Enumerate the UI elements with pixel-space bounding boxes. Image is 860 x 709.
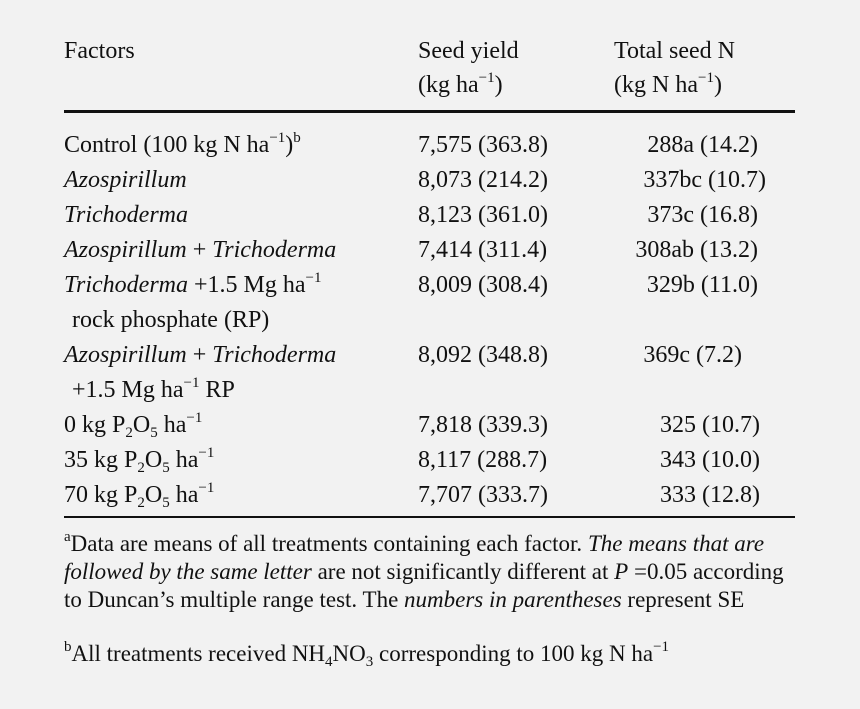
- row-label-p0: [64, 410, 202, 440]
- row-label-azo-tricho: [64, 235, 336, 265]
- cell-yield: 7,575 (363.8): [418, 132, 548, 158]
- header-rule: [64, 110, 795, 113]
- footnote-text: represent SE: [621, 587, 745, 612]
- row-label-trichoderma: [64, 200, 188, 230]
- label-text: Trichoderma: [64, 272, 189, 298]
- row-label-azo-tricho-rp: [64, 340, 336, 370]
- cell-yield: 8,073 (214.2): [418, 167, 548, 193]
- header-total-n-unit: [614, 68, 735, 102]
- footnote-text: P: [614, 559, 629, 584]
- footnote-sub: 4: [325, 654, 333, 670]
- footnote-sub: 3: [365, 654, 374, 670]
- header-seed-yield-label: Seed yield: [418, 38, 519, 64]
- label-text: ): [285, 132, 294, 158]
- row-label-tricho-rp: [64, 270, 322, 300]
- footnote-text: corresponding to 100 kg N ha: [373, 641, 654, 666]
- unit-sup: −1: [697, 70, 714, 86]
- label-text: +1.5 Mg ha: [72, 377, 184, 403]
- row-label-azo-tricho-rp-line2: [64, 375, 235, 405]
- label-text: Azospirillum: [64, 237, 187, 263]
- row-label-p70: [64, 480, 214, 510]
- label-text: ha: [169, 447, 199, 473]
- footnote-a: [64, 530, 804, 614]
- footnote-text: NO: [332, 641, 366, 666]
- cell-total-n: 329b (11.0): [646, 272, 758, 298]
- footnote-text: Data are means of all treatments containing each factor.: [70, 531, 588, 556]
- label-text: +: [186, 342, 213, 368]
- label-text: 0 kg P: [64, 412, 126, 438]
- header-factors: [64, 34, 135, 68]
- cell-yield: 8,009 (308.4): [418, 272, 548, 298]
- footnote-text: =0.05 according to Duncan’s multiple range test. The: [64, 559, 790, 612]
- cell-total-n: 337bc (10.7): [643, 167, 766, 193]
- cell-yield: 8,123 (361.0): [418, 202, 548, 228]
- label-sup: −1: [198, 445, 215, 461]
- row-label-control: [64, 130, 301, 160]
- header-seed-yield: [418, 34, 519, 102]
- unit-text: ): [713, 72, 722, 98]
- footnote-mark: a: [64, 529, 71, 545]
- label-text: ha: [169, 482, 199, 508]
- label-text: ha: [157, 412, 187, 438]
- cell-total-n: 333 (12.8): [660, 482, 760, 508]
- header-seed-yield-unit: [418, 68, 519, 102]
- label-text: RP: [199, 377, 235, 403]
- row-label-azospirillum: [64, 165, 187, 195]
- cell-yield: 7,414 (311.4): [418, 237, 548, 263]
- label-sub: 5: [162, 495, 170, 511]
- label-sup: −1: [269, 130, 286, 146]
- label-text: O: [144, 447, 163, 473]
- unit-text: (kg N ha: [614, 72, 698, 98]
- row-label-p35: [64, 445, 214, 475]
- label-sup: −1: [186, 410, 203, 426]
- unit-sup: −1: [478, 70, 495, 86]
- footnote-text: numbers in parentheses: [404, 587, 622, 612]
- label-text: O: [132, 412, 151, 438]
- header-total-n-label: Total seed N: [614, 38, 735, 64]
- row-label-tricho-rp-line2: rock phosphate (RP): [72, 307, 270, 333]
- footnote-text: The means that are followed by the same letter: [64, 531, 765, 584]
- label-text: 35 kg P: [64, 447, 138, 473]
- label-text: Azospirillum: [64, 167, 187, 193]
- cell-total-n: 343 (10.0): [660, 447, 760, 473]
- footnote-text: are not significantly different at: [311, 559, 615, 584]
- cell-total-n: 373c (16.8): [647, 202, 758, 228]
- footnote-sup: −1: [653, 639, 670, 655]
- cell-total-n: 288a (14.2): [647, 132, 758, 158]
- footnote-mark: b: [64, 639, 72, 655]
- cell-yield: 8,092 (348.8): [418, 342, 548, 368]
- unit-text: ): [494, 72, 503, 98]
- label-text: +1.5 Mg ha: [188, 272, 306, 298]
- label-sub: 5: [162, 460, 170, 476]
- label-sub: 2: [137, 495, 145, 511]
- cell-total-n: 369c (7.2): [643, 342, 742, 368]
- cell-yield: 8,117 (288.7): [418, 447, 548, 473]
- header-total-n: [614, 34, 735, 102]
- cell-total-n: 325 (10.7): [660, 412, 760, 438]
- table-bottom-rule: [64, 516, 795, 518]
- footnote-mark: b: [293, 130, 301, 146]
- label-text: O: [144, 482, 163, 508]
- label-sub: 2: [125, 425, 133, 441]
- label-sup: −1: [305, 270, 322, 286]
- label-sub: 5: [150, 425, 158, 441]
- footnote-b: [64, 640, 804, 668]
- cell-total-n: 308ab (13.2): [635, 237, 758, 263]
- unit-text: (kg ha: [418, 72, 479, 98]
- label-text: 70 kg P: [64, 482, 138, 508]
- cell-yield: 7,818 (339.3): [418, 412, 548, 438]
- label-text: Azospirillum: [64, 342, 187, 368]
- label-sup: −1: [183, 375, 200, 391]
- label-text: Trichoderma: [212, 237, 337, 263]
- label-text: +: [186, 237, 213, 263]
- label-text: Control (100 kg N ha: [64, 132, 270, 158]
- label-text: Trichoderma: [212, 342, 337, 368]
- label-sub: 2: [137, 460, 145, 476]
- label-sup: −1: [198, 480, 215, 496]
- footnote-text: All treatments received NH: [71, 641, 326, 666]
- header-factors-label: Factors: [64, 38, 135, 64]
- label-text: Trichoderma: [64, 202, 189, 228]
- cell-yield: 7,707 (333.7): [418, 482, 548, 508]
